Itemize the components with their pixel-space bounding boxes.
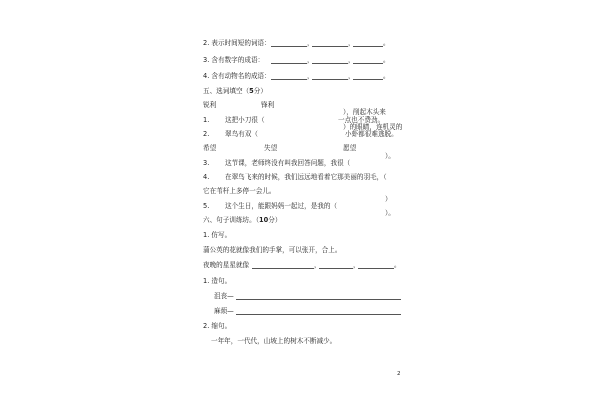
word-option-fengli: 锋利: [261, 101, 275, 109]
make-sentence-word-1: 沮丧—: [214, 292, 234, 300]
s2-number: 2.: [203, 130, 210, 138]
imitate-comma-2: ，: [353, 261, 360, 269]
q2-blank-2[interactable]: [312, 46, 348, 47]
s4-end: ）: [385, 195, 392, 203]
s3-number: 3.: [203, 159, 210, 167]
s1-text: 这把小刀很（: [225, 116, 265, 124]
section6-title-end: 分）: [268, 216, 282, 224]
q3-blank-1[interactable]: [271, 63, 307, 64]
s2-right-a: ）的眼睛，连机灵的: [343, 123, 403, 131]
q4-blank-1[interactable]: [271, 79, 307, 80]
q3-blank-2[interactable]: [312, 63, 348, 64]
q2-blank-1[interactable]: [271, 46, 307, 47]
word-option-ruili: 锐利: [203, 101, 217, 109]
word-option-shiwang: 失望: [264, 144, 278, 152]
q3-comma-2: ，: [348, 56, 355, 64]
s1-right-a: ），削起木头来: [343, 108, 386, 116]
section5-title: [203, 87, 267, 95]
word-option-xiwang: 希望: [203, 144, 217, 152]
page-number: 2: [397, 371, 401, 377]
imitate-blank-1[interactable]: [252, 268, 314, 269]
s1-right-b: 一点也不费劲。: [338, 116, 385, 124]
q3-blank-3[interactable]: [353, 63, 383, 64]
make-sentence-blank-2[interactable]: [236, 314, 401, 315]
q2-blank-3[interactable]: [353, 46, 383, 47]
s2-right-b: 小虾都很难逃脱。: [345, 130, 398, 138]
s1-number: 1.: [203, 116, 210, 124]
s4-text: 在翠鸟飞来的时候，我们远远地看着它那美丽的羽毛，（: [225, 173, 387, 181]
q4-blank-2[interactable]: [312, 79, 348, 80]
make-sentence-word-2: 麻烦—: [214, 307, 234, 315]
q2-period: 。: [383, 39, 390, 47]
word-option-yuanwang: 愿望: [343, 144, 357, 152]
section5-title-text: 五、选词填空（: [203, 87, 250, 95]
s5-text: 这个生日，能跟妈妈一起过，是我的（: [225, 202, 338, 210]
s5-number: 5.: [203, 202, 210, 210]
q4-period: 。: [383, 72, 390, 80]
q4-blank-3[interactable]: [353, 79, 383, 80]
s4-continuation: 它在苇杆上多停一会儿。: [203, 187, 276, 195]
section6-title-text: 六、句子训练坊。（: [203, 216, 260, 224]
q2-comma-2: ，: [348, 39, 355, 47]
imitate-period: 。: [394, 261, 401, 269]
imitate-prompt: 夜晚的星星就像: [203, 261, 250, 269]
q4-comma-2: ，: [348, 72, 355, 80]
q2-label: 2. 表示时间短的词语：: [203, 39, 271, 47]
s5-end: ）。: [385, 209, 395, 217]
q2-comma-1: ，: [307, 39, 314, 47]
make-sentence-label: 1. 造句。: [203, 277, 232, 285]
s4-number: 4.: [203, 173, 210, 181]
imitate-example: 蒲公英的花就像我们的手掌，可以张开，合上。: [203, 246, 342, 254]
s3-text: 这节课，老师终没有叫我回答问题，我很（: [225, 159, 351, 167]
section6-title: [203, 216, 281, 224]
section5-title-end: 分）: [253, 87, 267, 95]
q4-label: 4. 含有动物名的成语：: [203, 72, 271, 80]
section6-score: 10: [259, 216, 269, 224]
shorten-sentence-label: 2. 缩句。: [203, 322, 232, 330]
shorten-sentence-text: 一年年，一代代，山坡上的树木不断减少。: [211, 337, 337, 345]
s3-end: ）。: [385, 152, 395, 160]
imitate-blank-2[interactable]: [319, 268, 353, 269]
imitate-comma-1: ，: [314, 261, 321, 269]
s2-text: 翠鸟有双（: [225, 130, 258, 138]
imitate-label: 1. 仿写。: [203, 231, 232, 239]
q3-comma-1: ，: [307, 56, 314, 64]
q3-period: 。: [383, 56, 390, 64]
section5-score: 5: [249, 87, 254, 95]
imitate-blank-3[interactable]: [358, 268, 394, 269]
q3-label: 3. 含有数字的成语：: [203, 56, 265, 64]
make-sentence-blank-1[interactable]: [236, 299, 401, 300]
q4-comma-1: ，: [307, 72, 314, 80]
